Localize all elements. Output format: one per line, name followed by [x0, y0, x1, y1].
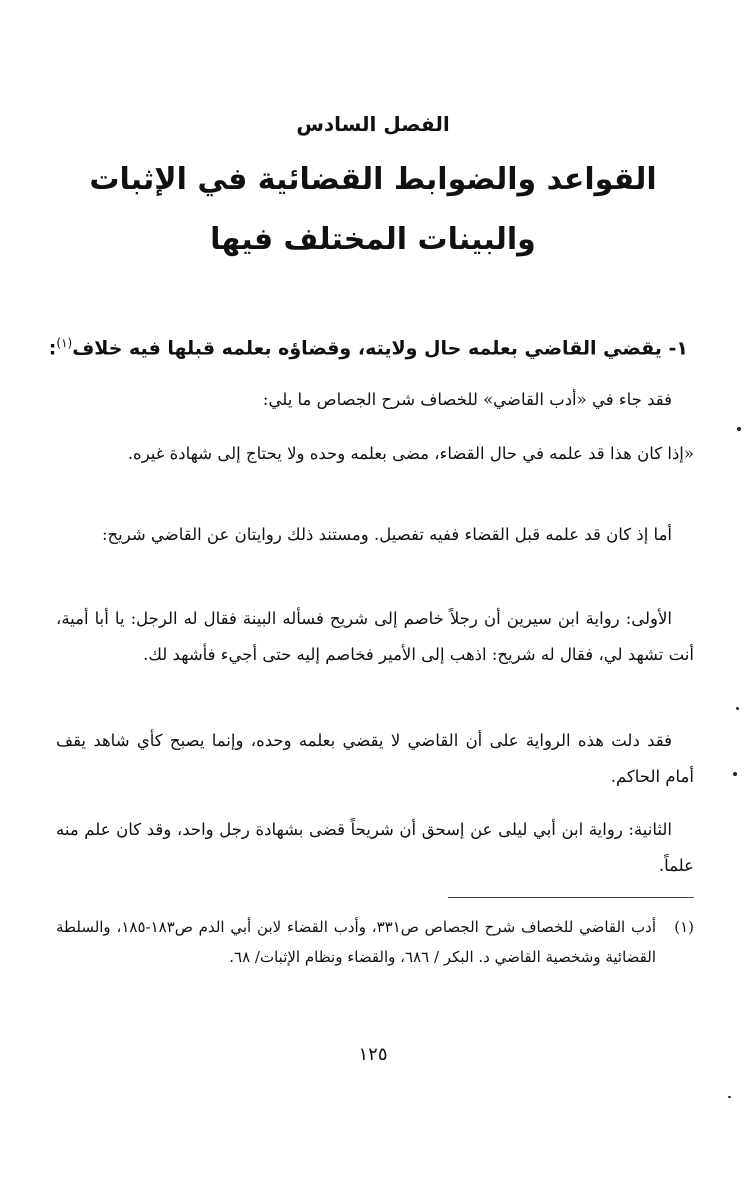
footnote: [56, 912, 694, 972]
paragraph-source: فقد جاء في «أدب القاضي» للخصاف شرح الجصاص ما يلي:: [262, 390, 672, 409]
page-number: ١٢٥: [358, 1044, 388, 1065]
chapter-title-line-1: القواعد والضوابط القضائية في الإثبات: [89, 162, 657, 197]
paragraph-quote-start: «إذا كان هذا قد علمه في حال القضاء، مضى بعلمه وحده ولا يحتاج إلى شهادة غيره.: [127, 444, 694, 463]
scan-speck: [728, 1096, 731, 1098]
footnote-divider: [448, 897, 694, 898]
section-heading-text: ١- يقضي القاضي بعلمه حال ولايته، وقضاؤه بعلمه قبلها فيه خلاف: [72, 337, 688, 360]
chapter-label: الفصل السادس: [296, 112, 450, 136]
footnote-marker: (١): [674, 918, 694, 936]
paragraph-first-narration: الأولى: رواية ابن سيرين أن رجلاً خاصم إلى شريح فسأله البينة فقال له الرجل: يا أبا أمية، أنت تشهد لي، فقال له شريح: اذهب إلى الأمير فخاصم إليه حتى أجيء فأشهد لك.: [56, 609, 694, 664]
footnote-text: أدب القاضي للخصاف شرح الجصاص ص٣٣١، وأدب القضاء لابن أبي الدم ص١٨٣-١٨٥، والسلطة القضائية وشخصية القاضي د. البكر / ٦٨٦، والقضاء ونظام الإثبات/ ٦٨.: [56, 918, 656, 966]
footnote-reference: (١): [56, 336, 73, 350]
scan-speck: [737, 427, 741, 431]
scan-speck: [733, 772, 737, 776]
paragraph-detail: أما إذ كان قد علمه قبل القضاء ففيه تفصيل. ومستند ذلك روايتان عن القاضي شريح:: [101, 525, 672, 544]
scan-speck: [736, 707, 739, 710]
section-heading-colon: :: [48, 337, 57, 360]
section-heading: [48, 336, 688, 359]
paragraph-second-narration: الثانية: رواية ابن أبي ليلى عن إسحق أن شريحاً قضى بشهادة رجل واحد، وقد كان علم منه علماً.: [56, 820, 694, 875]
chapter-title-line-2: والبينات المختلف فيها: [210, 222, 536, 257]
paragraph-inference: فقد دلت هذه الرواية على أن القاضي لا يقضي بعلمه وحده، وإنما يصبح كأي شاهد يقف أمام الحاكم.: [56, 731, 694, 786]
